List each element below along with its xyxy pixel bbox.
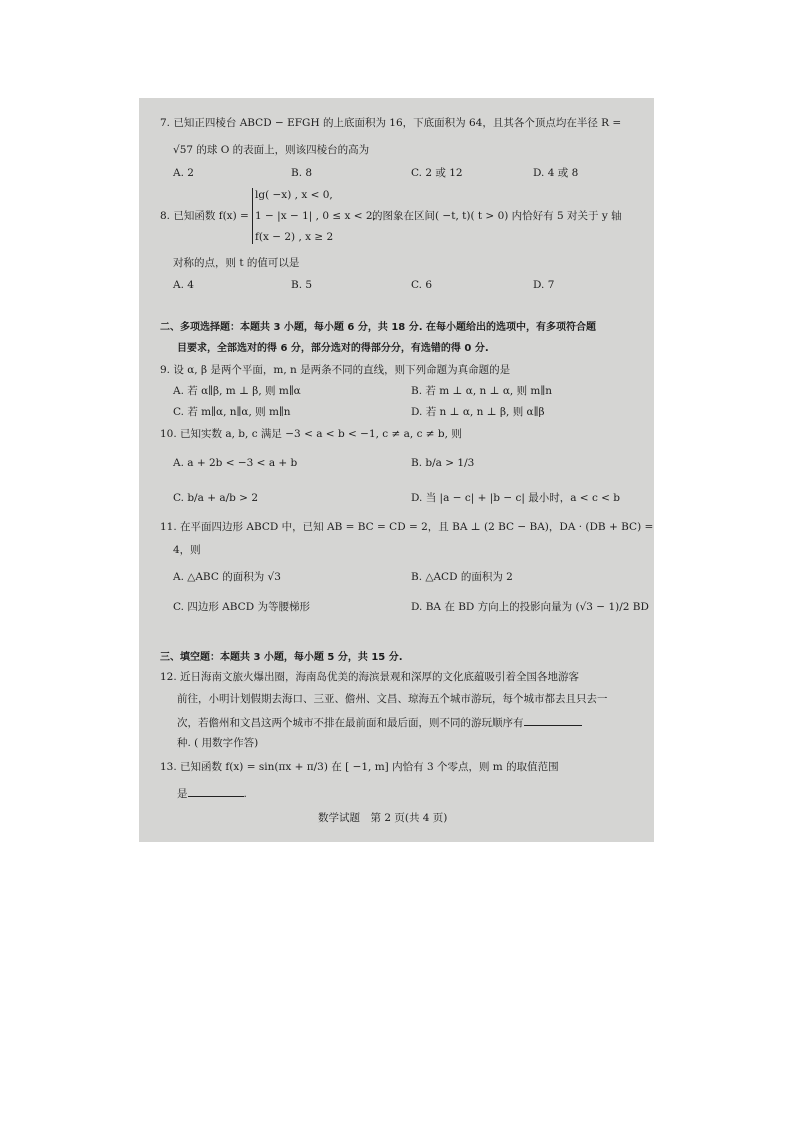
q8-option-d: D. 7	[533, 279, 555, 291]
q11-option-c: C. 四边形 ABCD 为等腰梯形	[173, 601, 310, 613]
q13-stem-line2-text: 是	[177, 788, 188, 800]
q7-option-d: D. 4 或 8	[533, 167, 579, 179]
q11-option-d: D. BA 在 BD 方向上的投影向量为 (√3 − 1)/2 BD	[411, 601, 649, 613]
q8-option-c: C. 6	[411, 279, 433, 291]
q9-stem: 9. 设 α, β 是两个平面，m, n 是两条不同的直线，则下列命题为真命题的是	[160, 364, 511, 376]
section2-heading-line2: 目要求，全部选对的得 6 分，部分选对的得部分分，有选错的得 0 分.	[177, 343, 489, 354]
q7-stem-line2: √57 的球 O 的表面上，则该四棱台的高为	[173, 144, 370, 156]
q7-option-b: B. 8	[291, 167, 313, 179]
q9-option-d: D. 若 n ⊥ α, n ⊥ β, 则 α∥β	[411, 406, 545, 418]
q8-stem-prefix: 8. 已知函数 f(x) =	[160, 210, 249, 222]
q8-case2: 1 − |x − 1| , 0 ≤ x < 2,	[255, 210, 376, 222]
q10-option-d: D. 当 |a − c| + |b − c| 最小时，a < c < b	[411, 492, 621, 504]
q13-stem-line2: 是 .	[177, 788, 247, 800]
q8-case1: lg( −x) , x < 0,	[255, 189, 333, 201]
q7-option-c: C. 2 或 12	[411, 167, 463, 179]
q8-option-b: B. 5	[291, 279, 313, 291]
q8-stem-suffix: 的图象在区间( −t, t)( t > 0) 内恰好有 5 对关于 y 轴	[372, 210, 622, 222]
q10-stem: 10. 已知实数 a, b, c 满足 −3 < a < b < −1, c ≠ a, c ≠ b, 则	[160, 428, 462, 440]
q12-stem-line2: 前往，小明计划假期去海口、三亚、儋州、文昌、琼海五个城市游玩，每个城市都去且只去一	[177, 693, 608, 705]
q10-option-c: C. b/a + a/b > 2	[173, 492, 258, 504]
q8-stem-line2: 对称的点，则 t 的值可以是	[173, 257, 300, 269]
q12-stem-line3-text: 次，若儋州和文昌这两个城市不排在最前面和最后面，则不同的游玩顺序有	[177, 717, 524, 729]
q12-stem-line1: 12. 近日海南文旅火爆出圈，海南岛优美的海滨景观和深厚的文化底蕴吸引着全国各地游客	[160, 671, 580, 683]
q13-answer-blank	[188, 786, 244, 797]
section3-heading: 三、填空题：本题共 3 小题，每小题 5 分，共 15 分.	[160, 652, 403, 663]
q12-stem-line3	[177, 715, 582, 730]
page-footer: 数学试题 第 2 页(共 4 页)	[318, 812, 448, 824]
q8-case3: f(x − 2) , x ≥ 2	[255, 231, 334, 243]
section2-heading-line1: 二、多项选择题：本题共 3 小题，每小题 6 分，共 18 分. 在每小题给出的选项中，有多项符合题	[160, 322, 597, 333]
q11-option-b: B. △ACD 的面积为 2	[411, 571, 513, 583]
q13-stem-line1: 13. 已知函数 f(x) = sin(πx + π/3) 在 [ −1, m] 内恰有 3 个零点，则 m 的取值范围	[160, 761, 559, 773]
q8-option-a: A. 4	[173, 279, 194, 291]
q12-answer-blank	[524, 715, 582, 726]
q10-option-b: B. b/a > 1/3	[411, 457, 475, 469]
q12-stem-line4: 种. ( 用数字作答)	[177, 737, 259, 749]
q9-option-a: A. 若 α∥β, m ⊥ β, 则 m∥α	[173, 385, 301, 397]
q7-stem-line1: 7. 已知正四棱台 ABCD − EFGH 的上底面积为 16，下底面积为 64，且其各个顶点均在半径 R =	[160, 117, 622, 129]
q10-option-a: A. a + 2b < −3 < a + b	[173, 457, 298, 469]
q11-stem-line2: 4，则	[173, 544, 201, 556]
q11-option-a: A. △ABC 的面积为 √3	[173, 571, 281, 583]
q7-option-a: A. 2	[173, 167, 194, 179]
q11-stem-line1: 11. 在平面四边形 ABCD 中，已知 AB = BC = CD = 2，且 BA ⊥ (2 BC − BA)，DA · (DB + BC) =	[160, 521, 654, 533]
q9-option-b: B. 若 m ⊥ α, n ⊥ α, 则 m∥n	[411, 385, 552, 397]
q9-option-c: C. 若 m∥α, n∥α, 则 m∥n	[173, 406, 291, 418]
